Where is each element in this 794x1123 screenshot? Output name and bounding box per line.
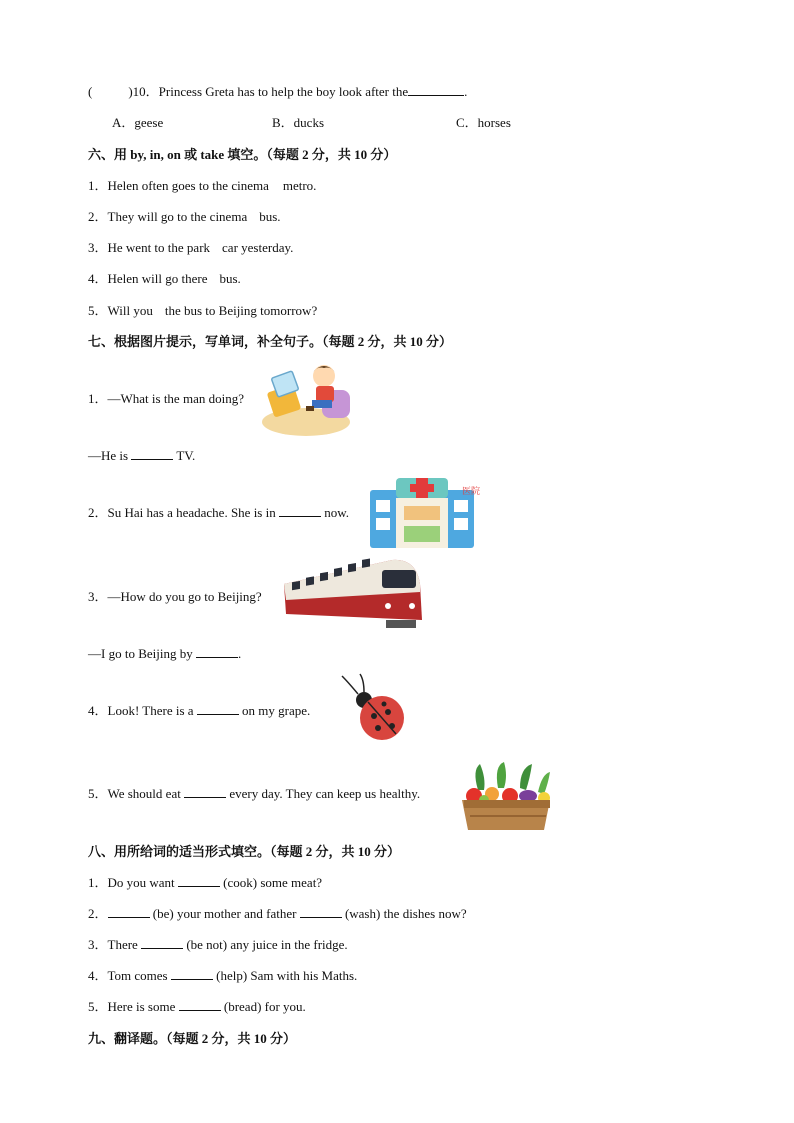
s8-q3-pre: 3．There <box>88 937 138 952</box>
s8-q3-post: (be not) any juice in the fridge. <box>186 937 348 952</box>
s8-q5-pre: 5．Here is some <box>88 999 176 1014</box>
hospital-sign-text: 医院 <box>462 487 481 497</box>
s7-q2-pre: 2．Su Hai has a headache. She is in <box>88 505 276 520</box>
s7-q5-pre: 5．We should eat <box>88 786 181 801</box>
s8-q3 <box>88 937 348 953</box>
answer-paren-open: ( <box>88 84 93 99</box>
s7-q1-answer-pre: —He is <box>88 448 129 463</box>
answer-blank[interactable] <box>197 703 239 715</box>
s8-q2 <box>88 906 467 922</box>
s8-q4-pre: 4．Tom comes <box>88 968 168 983</box>
s6-item-4-pre: 4．Helen will go there <box>88 271 208 286</box>
s6-item-4-post: bus. <box>219 271 241 286</box>
s7-q3-question: 3．—How do you go to Beijing? <box>88 589 262 604</box>
s8-q2-pre: 2． <box>88 906 108 921</box>
question-10-end: . <box>464 84 468 99</box>
s6-item-2-post: bus. <box>259 209 281 224</box>
s6-item-1-pre: 1．Helen often goes to the cinema <box>88 178 269 193</box>
answer-blank[interactable] <box>131 448 173 460</box>
s8-q1-post: (cook) some meat? <box>223 875 323 890</box>
answer-blank[interactable] <box>171 968 213 980</box>
s6-item-1 <box>88 178 316 194</box>
s8-q4-post: (help) Sam with his Maths. <box>216 968 358 983</box>
section-7-heading: 七、根据图片提示，写单词，补全句子。（每题 2 分，共 10 分） <box>88 334 453 349</box>
question-10-text: )10．Princess Greta has to help the boy look after the <box>128 84 409 99</box>
s8-q1 <box>88 875 322 891</box>
ladybug-image <box>330 672 410 744</box>
s6-item-5-pre: 5．Will you <box>88 303 153 318</box>
s6-item-3 <box>88 240 293 256</box>
s8-q4 <box>88 968 357 984</box>
s7-q2-post: now. <box>324 505 350 520</box>
s7-q2 <box>88 505 349 521</box>
section-6-heading: 六、用 by, in, on 或 take 填空。（每题 2 分，共 10 分） <box>88 147 397 162</box>
answer-blank[interactable] <box>108 906 150 918</box>
option-a: A．geese <box>112 115 164 130</box>
s6-item-5-post: the bus to Beijing tomorrow? <box>164 303 318 318</box>
s7-q4 <box>88 703 310 719</box>
s7-q5 <box>88 786 420 802</box>
s7-q3-answer-pre: —I go to Beijing by <box>88 646 193 661</box>
s6-item-4 <box>88 271 241 287</box>
answer-blank[interactable] <box>178 875 220 887</box>
s7-q1-answer-post: TV. <box>176 448 196 463</box>
s6-item-2 <box>88 209 281 225</box>
s7-q5-post: every day. They can keep us healthy. <box>229 786 421 801</box>
answer-blank[interactable] <box>141 937 183 949</box>
s7-q1-question: 1．—What is the man doing? <box>88 391 244 406</box>
s7-q1-answer <box>88 448 195 464</box>
s8-q5-post: (bread) for you. <box>223 999 306 1014</box>
s8-q5 <box>88 999 306 1015</box>
s8-q2-post: (wash) the dishes now? <box>344 906 467 921</box>
answer-blank[interactable] <box>184 786 226 798</box>
answer-blank[interactable] <box>279 505 321 517</box>
boy-watching-tv-image <box>262 358 356 438</box>
s7-q4-post: on my grape. <box>242 703 311 718</box>
s6-item-3-post: car yesterday. <box>222 240 294 255</box>
section-8-heading: 八、用所给词的适当形式填空。（每题 2 分，共 10 分） <box>88 844 401 859</box>
option-b: B．ducks <box>272 115 325 130</box>
answer-blank[interactable] <box>300 906 342 918</box>
s6-item-5 <box>88 303 317 319</box>
s8-q1-pre: 1．Do you want <box>88 875 175 890</box>
s6-item-3-pre: 3．He went to the park <box>88 240 211 255</box>
s8-q2-mid: (be) your mother and father <box>152 906 297 921</box>
section-9-heading: 九、翻译题。（每题 2 分，共 10 分） <box>88 1031 297 1046</box>
answer-blank[interactable] <box>179 999 221 1011</box>
s7-q3-answer-post: . <box>237 646 242 661</box>
s6-item-1-post: metro. <box>282 178 317 193</box>
question-10 <box>88 84 467 100</box>
train-image <box>282 554 424 632</box>
s7-q4-pre: 4．Look! There is a <box>88 703 194 718</box>
answer-blank[interactable] <box>408 84 464 96</box>
vegetables-basket-image <box>458 760 554 832</box>
option-c: C．horses <box>456 115 511 130</box>
answer-blank[interactable] <box>196 646 238 658</box>
s7-q3-answer <box>88 646 241 662</box>
hospital-image <box>366 472 482 552</box>
s6-item-2-pre: 2．They will go to the cinema <box>88 209 248 224</box>
